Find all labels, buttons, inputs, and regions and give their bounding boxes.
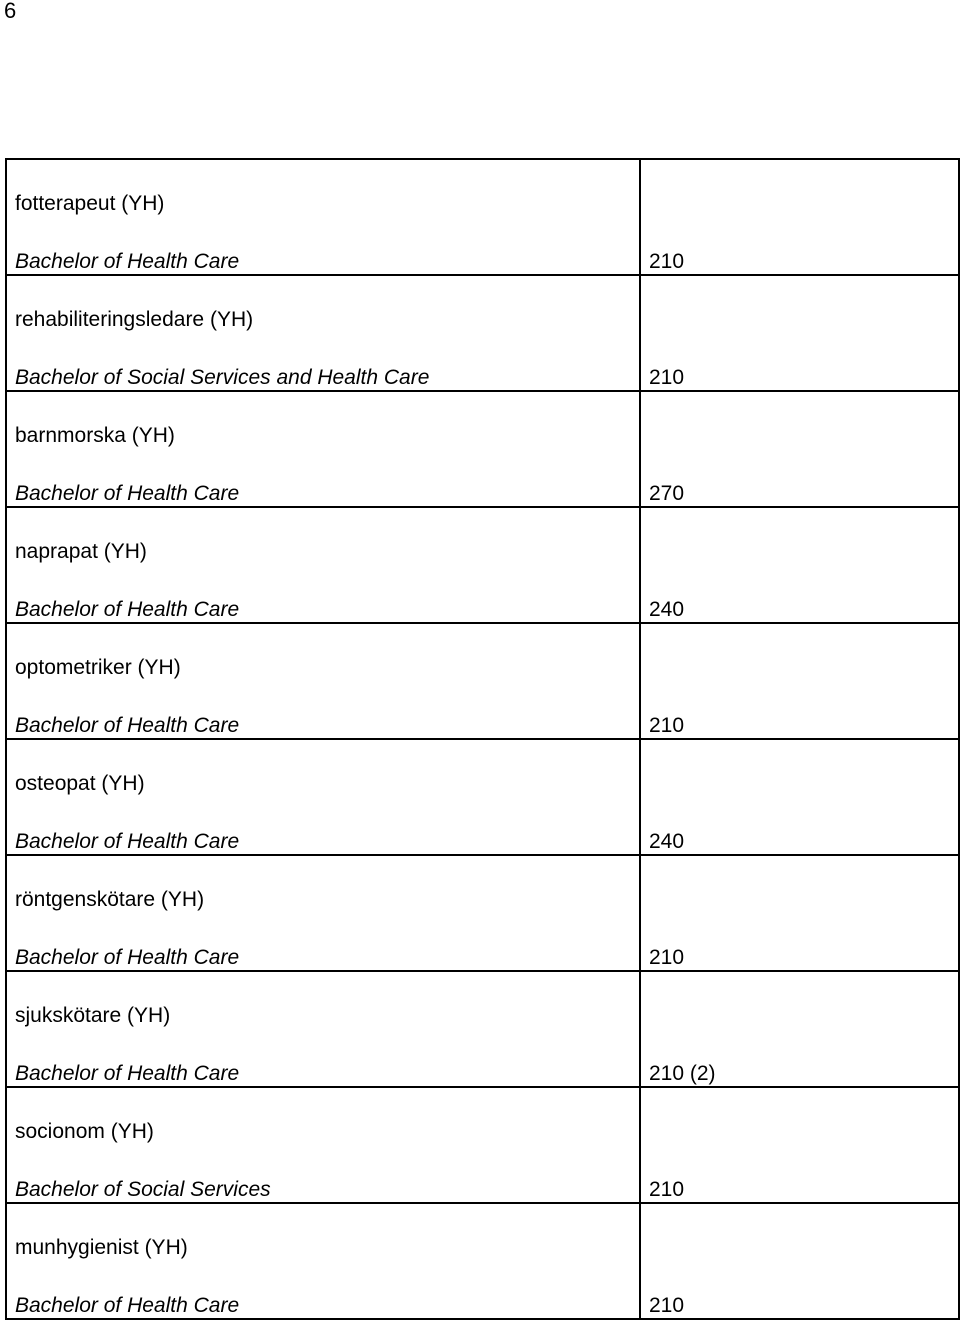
swedish-degree-title: socionom (YH) — [15, 1120, 154, 1143]
english-degree-title: Bachelor of Health Care — [15, 482, 240, 505]
credits-value: 210 — [649, 366, 685, 389]
english-degree-title: Bachelor of Health Care — [15, 1062, 240, 1085]
swedish-degree-title: fotterapeut (YH) — [15, 192, 165, 215]
table-row — [6, 1087, 959, 1203]
table-row — [6, 623, 959, 739]
degree-title-cell — [6, 275, 640, 391]
english-degree-title: Bachelor of Health Care — [15, 1294, 240, 1317]
table-row — [6, 1203, 959, 1319]
credits-cell — [640, 275, 959, 391]
english-degree-title: Bachelor of Health Care — [15, 598, 240, 621]
table-row — [6, 391, 959, 507]
credits-value: 210 — [649, 714, 685, 737]
table-row — [6, 159, 959, 275]
credits-cell — [640, 855, 959, 971]
credits-cell — [640, 971, 959, 1087]
credits-value: 210 — [649, 1294, 685, 1317]
table-row — [6, 739, 959, 855]
credits-value: 240 — [649, 598, 685, 621]
degree-title-cell — [6, 971, 640, 1087]
swedish-degree-title: röntgenskötare (YH) — [15, 888, 205, 911]
credits-cell — [640, 623, 959, 739]
table-row — [6, 507, 959, 623]
credits-cell — [640, 507, 959, 623]
english-degree-title: Bachelor of Health Care — [15, 250, 240, 273]
swedish-degree-title: optometriker (YH) — [15, 656, 181, 679]
credits-value: 210 — [649, 946, 685, 969]
english-degree-title: Bachelor of Social Services — [15, 1178, 271, 1201]
swedish-degree-title: sjukskötare (YH) — [15, 1004, 171, 1027]
degree-title-cell — [6, 507, 640, 623]
credits-cell — [640, 1087, 959, 1203]
credits-value: 210 (2) — [649, 1062, 716, 1085]
english-degree-title: Bachelor of Health Care — [15, 946, 240, 969]
english-degree-title: Bachelor of Health Care — [15, 714, 240, 737]
degree-title-cell — [6, 391, 640, 507]
table-row — [6, 855, 959, 971]
english-degree-title: Bachelor of Social Services and Health Care — [15, 366, 430, 389]
credits-value: 270 — [649, 482, 685, 505]
swedish-degree-title: rehabiliteringsledare (YH) — [15, 308, 254, 331]
english-degree-title: Bachelor of Health Care — [15, 830, 240, 853]
degree-title-cell — [6, 1087, 640, 1203]
degree-title-cell — [6, 623, 640, 739]
degree-title-cell — [6, 1203, 640, 1319]
page-number: 6 — [4, 0, 17, 23]
degree-title-cell — [6, 739, 640, 855]
credits-cell — [640, 391, 959, 507]
table-row — [6, 971, 959, 1087]
credits-value: 210 — [649, 250, 685, 273]
table-row — [6, 275, 959, 391]
credits-cell — [640, 739, 959, 855]
degree-title-cell — [6, 855, 640, 971]
swedish-degree-title: barnmorska (YH) — [15, 424, 175, 447]
swedish-degree-title: munhygienist (YH) — [15, 1236, 188, 1259]
degree-title-cell — [6, 159, 640, 275]
credits-cell — [640, 159, 959, 275]
swedish-degree-title: naprapat (YH) — [15, 540, 147, 563]
degree-table — [5, 158, 960, 1320]
credits-value: 240 — [649, 830, 685, 853]
swedish-degree-title: osteopat (YH) — [15, 772, 145, 795]
credits-cell — [640, 1203, 959, 1319]
credits-value: 210 — [649, 1178, 685, 1201]
